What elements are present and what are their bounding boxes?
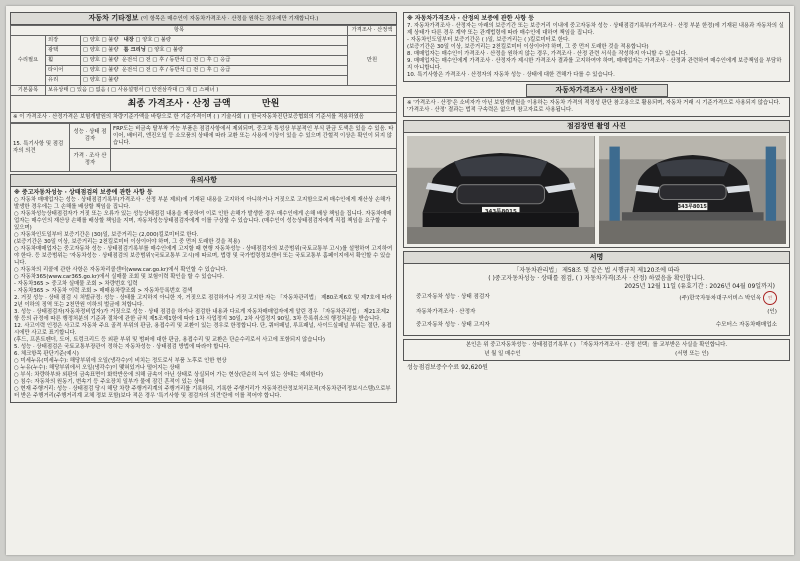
signature-intro2: ( )중고자동차성능 · 상태를 점검, ( ) 자동차가격(조사 · 산정) 하였음을 확인합니다. bbox=[488, 275, 705, 282]
basic-items-text: 보유상태 □ 있음 □ 없음 ( □ 사용설명서 □ 안전삼각대 □ 재 □ 스패너 ) bbox=[46, 86, 397, 96]
notice-line: 2. 거짓 성능 · 상태 점검 시 처벌규정: 성능 · 상태를 고지하지 아니한 자, 거짓으로 점검하거나 거짓 고지한 자는 「자동차관리법」 제80조제6호 및 제7호에 따라 2년 이하의 징역 또는 2천만원 이하의 벌금에 처합니다. bbox=[14, 295, 393, 308]
notice-line: ○ 자동차 매매업자는 성능 · 상태점검기록부(가격조사 · 산정 부분 제외)에 기재된 내용을 고지하지 아니하거나 거짓으로 고지함으로써 매수인에게 재산상 손해가 발생한 경우에는 그 손해를 배상할 책임을 집니다. bbox=[14, 197, 391, 210]
notice-line: (보증기간은 30일 이상, 보증거리는 2천킬로미터 이상이어야 하며, 그 중 먼저 도래한 것을 적용) bbox=[14, 239, 240, 245]
document-page bbox=[6, 6, 794, 555]
signature-title: 서명 bbox=[403, 251, 790, 264]
receipt-sign: (서명 또는 인) bbox=[675, 350, 709, 357]
notice-line: 5. 성능 · 상태점검은 국토교통부장관이 정하는 자동차성능 · 상태점검 방법에 따라야 합니다. bbox=[14, 344, 231, 350]
notice-line: 9. 매매업자는 매수인에게 가격조사 · 산정자가 제시한 가격조사 결과를 고지하여야 하며, 매매업자는 가격조사 · 산정과 관련하여 매수인에게 보증책임을 부담하지 아니합니다. bbox=[407, 58, 782, 71]
signature-date: 2025년 12월 11일 (유효기간 : 2026년 04월 09일까지) bbox=[624, 283, 775, 290]
notice-line: - 자동차365 > 자동차 이력 조회 > 매매용차량조회 > 자동차등록번호 검색 bbox=[14, 288, 193, 294]
inspector-label: 성능 · 상태 점검자 bbox=[70, 124, 111, 149]
final-price-note: ※ 이 가격조사 · 산정가격은 보험개발원의 차량기준가액을 바탕으로 한 기준가격이며 ( ) 기술사회 ( ) 한국자동차진단보증협회의 기준서를 적용하였음 bbox=[10, 113, 397, 123]
signature-body bbox=[403, 264, 790, 336]
signer-row bbox=[408, 291, 785, 306]
row-label: 타이어 bbox=[46, 66, 81, 76]
notice-subtitle: ※ 중고자동차성능 · 상태점검의 보증에 관한 사항 등 bbox=[14, 189, 153, 196]
right-column bbox=[403, 12, 790, 549]
front-photo bbox=[407, 136, 595, 244]
appraiser-label: 가격 · 조사 산정자 bbox=[70, 149, 111, 172]
signer-role: 자동차가격조사 · 산정자 bbox=[416, 308, 476, 315]
grid-header-price: 가격조사 · 산정액 bbox=[348, 26, 397, 36]
notice-title: 유의사항 bbox=[10, 174, 397, 187]
final-price-row bbox=[10, 96, 397, 113]
signer-row bbox=[408, 306, 785, 319]
notice-line: 12. 사고이력 인정은 사고로 자동차 주요 골격 부위의 판금, 용접수리 및 교환이 있는 경우로 한정합니다. 단, 쿼터패널, 루프패널, 사이드실패널 부위는 절단, 용접 시에만 사고로 표기합니다. bbox=[14, 323, 392, 336]
other-info-note: (이 항목은 매수인이 자동차가격조사 · 산정을 원하는 경우에만 기재합니다.) bbox=[140, 16, 319, 22]
notice-line: (후드, 프론트펜더, 도어, 트렁크리드 등 외판 부위 및 범퍼에 대한 판금, 용접수리 및 교환은 단순수리로서 사고에 포함되지 않습니다) bbox=[14, 337, 325, 343]
receipt-sign-row bbox=[407, 351, 786, 358]
notice-line: - 자동차365 > 중고차 실매물 조회 > 차량번호 입력 bbox=[14, 281, 138, 287]
photos-area bbox=[403, 133, 790, 248]
row-options bbox=[81, 46, 348, 56]
row-opts: □ 양호 □ 불량 bbox=[83, 47, 119, 53]
row-label: 광택 bbox=[46, 46, 81, 56]
row-label: 외장 bbox=[46, 36, 81, 46]
price-guarantee-box bbox=[403, 12, 790, 82]
car-lift-image bbox=[599, 136, 787, 244]
row-label2: 운전석 □ 전 □ 후 / 동반석 □ 전 □ 후 □ 응급 bbox=[121, 67, 231, 73]
row-opts: □ 양호 □ 불량 bbox=[83, 57, 119, 63]
row-opts: □ 양호 □ 불량 bbox=[83, 37, 119, 43]
other-info-title bbox=[10, 12, 397, 25]
price-guarantee-title: ※ 자동차가격조사 · 산정의 보증에 관한 사항 등 bbox=[407, 15, 535, 22]
signature-intro: 「자동차관리법」 제58조 및 같은 법 시행규칙 제120조에 따라 bbox=[513, 267, 680, 274]
notice-line: ○ 현재 주행거리: 성능 · 상태점검 당시 해당 차량 주행거리계의 주행거리를 기록하되, 기록한 주행거리가 자동차전산정보처리조직(자동차관리정보시스템)으로부터 받은 주행거리(주행거리계 교체 정보 포함)보다 적은 경우 '특기사항 및 점검자의 의견'란에 이를 적어야 합니다. bbox=[14, 386, 391, 399]
price-def-text: ※ '가격조사 · 산정'은 소비자가 아닌 보험개발원을 이용하는 자동차 가격의 적정성 판단 참고용으로 활용되며, 자동차 거래 시 기준가격으로 사용되지 않습니다. '가격조사 · 산정' 결과는 법적 구속력은 없으며 참고자료로 사용됩니다. bbox=[403, 97, 790, 117]
final-price-unit: 만원 bbox=[261, 99, 280, 109]
appraiser-opinion bbox=[111, 149, 397, 172]
row-options bbox=[81, 66, 348, 76]
row-options bbox=[81, 36, 348, 46]
notice-list bbox=[14, 197, 393, 400]
fee-text: 성능점검보증수수료 92,620원 bbox=[407, 363, 488, 371]
rear-photo bbox=[599, 136, 787, 244]
signer-name: (주)한국자동차대구서비스 박인옥 bbox=[679, 295, 762, 302]
grid-header-item: 항목 bbox=[11, 26, 348, 36]
left-column bbox=[10, 12, 397, 549]
row-label2: 내장 bbox=[123, 37, 134, 43]
official-stamp: 인 bbox=[763, 291, 777, 305]
row-options: □ 양호 □ 불량 bbox=[81, 76, 348, 86]
notice-line: (보증기간은 30일 이상, 보증거리는 2천킬로미터 이상이어야 하며, 그 중 먼저 도래한 것을 적용합니다) bbox=[407, 44, 649, 50]
row-opts2: □ 양호 □ 불량 bbox=[147, 47, 184, 53]
repair-table bbox=[10, 25, 397, 96]
notice-line: 8. 매매업자는 매수인이 가격조사 · 산정을 원하지 않는 경우, 가격조사 · 산정 관련 서식을 작성하지 아니할 수 있습니다. bbox=[407, 51, 688, 57]
notice-line: 7. 자동차가격조사 · 산정자는 아래의 보증기간 또는 보증거리 이내에 중고자동차 성능 · 상태점검기록부(가격조사 · 산정 부분 한정)에 기재된 내용과 자동차의 실제 상태가 다른 경우 계약 또는 관계법령에 따라 매수인에 대하여 책임을 집니다. bbox=[407, 23, 784, 36]
notice-line: - 자동차인도일부터 보증기간은 ( )일, 보증거리는 ( )킬로미터로 한다. bbox=[407, 37, 570, 43]
price-guarantee-list bbox=[407, 23, 786, 79]
notice-line: 6. 체크항목 판단기준(예시) bbox=[14, 351, 79, 357]
row-opts: □ 양호 □ 불량 bbox=[83, 67, 119, 73]
repair-price-unit: 만원 bbox=[348, 36, 397, 86]
notice-line: ○ 자동차성능상태점검자가 거짓 또는 오류가 있는 성능상태점검 내용을 제공하여 이로 인한 손해가 발생한 경우 매수인에게 손해 배상 책임을 집니다. 자동차매매업자는 매수인의 재산상 손해를 배상할 책임을 지며, 자동차성능상태점검자에게 이를 구상할 수 있습니다. (매수인이 성능상태점검자에게 직접 책임을 요구할 수 있으며) bbox=[14, 211, 392, 231]
signer-role: 중고자동차 성능 · 상태 고지자 bbox=[416, 321, 490, 328]
signer-role: 중고자동차 성능 · 상태 점검자 bbox=[416, 294, 490, 300]
signer-name: 수모터스 자동차매매업소 bbox=[715, 321, 777, 328]
signer-row bbox=[408, 319, 785, 332]
notice-line: ○ 자동차365(www.car365.go.kr)에서 실매물 조회 및 보험이력 확인을 할 수 있습니다. bbox=[14, 274, 224, 280]
repair-group-label: 수리필요 bbox=[11, 36, 46, 86]
notice-line: ○ 누유(누수): 해당부위에서 오일(냉각수)이 맺혀있거나 떨어지는 상태 bbox=[14, 365, 180, 371]
other-info-title-text: 자동차 기타정보 bbox=[88, 14, 139, 22]
rear-plate: 343루8015 bbox=[677, 203, 707, 210]
notice-body bbox=[10, 187, 397, 403]
row-opts2: □ 양호 □ 불량 bbox=[135, 37, 172, 43]
row-options bbox=[81, 56, 348, 66]
special-notes-label: 15. 특기사항 및 점검자의 의견 bbox=[11, 124, 70, 172]
notice-line: ○ 자동차인도일부터 보증기간은 (30)일, 보증거리는 (2,000)킬로미터로 한다. bbox=[14, 232, 199, 238]
row-label: 휠 bbox=[46, 56, 81, 66]
receipt-text: 본인은 위 중고자동차성능 · 상태점검기록부 ( ) 「자동차가격조사 · 산정 선택」를 교부받은 사실을 확인합니다. bbox=[465, 341, 728, 348]
signer-name: (인) bbox=[767, 308, 777, 315]
notice-line: ○ 자동차의 리콜에 관한 사항은 자동차리콜센터(www.car.go.kr)에서 확인할 수 있습니다. bbox=[14, 267, 228, 273]
inspector-opinion: FRP도는 비금속 탈부착 가능 부품은 점검사항에서 제외되며, 중고차 특성상 부분적인 부식 판금 도색은 있을 수 있음. 타이어, 배터리, 엔진오일 등 소모품의 상태에 따라 교환 또는 사용에 이상이 있을 수 있으며 간헐적 이상은 확인이 되지 않습니다. bbox=[111, 124, 397, 149]
final-price-label: 최종 가격조사 · 산정 금액 bbox=[127, 99, 231, 109]
car-front-image bbox=[407, 136, 595, 244]
price-def-title: 자동차가격조사 · 산정이란 bbox=[526, 84, 668, 97]
basic-items-label: 기본품목 bbox=[11, 86, 46, 96]
photos-title: 점검장면 촬영 사진 bbox=[403, 120, 790, 133]
row-label: 유리 bbox=[46, 76, 81, 86]
row-label2: 룸 크리닝 bbox=[123, 47, 146, 53]
row-label2: 운전석 □ 전 □ 후 / 동반석 □ 전 □ 후 □ 응급 bbox=[121, 57, 231, 63]
signer-name-wrap bbox=[679, 291, 777, 306]
notice-line: 3. 성능 · 상태점검자(자동차정비업자)가 거짓으로 성능 · 상태 점검을 하거나 점검한 내용과 다르게 자동차매매업자에게 알린 경우 「자동차관리법」 제21조제2항 등의 규정에 따른 행정처분의 기준과 절차에 관한 규칙 제5조제1항에 따라 1차 사업정지 30일, 2차 사업정지 90일, 3차 등록취소의 행정처분을 받습니다. bbox=[14, 309, 390, 322]
notice-line: ○ 미세누유(미세누수): 해당부위에 오일(냉각수)이 비치는 정도로서 부품 노후로 인한 현상 bbox=[14, 358, 227, 364]
notice-line: 10. 특기사항은 가격조사 · 산정자의 자동차 성능 · 상태에 대한 견해가 다를 수 있습니다. bbox=[407, 72, 615, 78]
special-notes-table bbox=[10, 123, 397, 172]
front-plate: 343루8015 bbox=[484, 209, 517, 216]
notice-line: ○ 침수: 자동차의 원동기, 변속기 등 주요장치 일부가 물에 잠긴 흔적이 있는 상태 bbox=[14, 379, 205, 385]
notice-line: ○ 자동차매매업자는 중고자동차 성능 · 상태점검기록부를 매수인에게 고지할 때 현행 자동차성능 · 상태점검자의 보증범위(국토교통부 고시)를 설명하여 고지하여야 한다. 등 보증범위는 '자동차성능 · 상태점검의 보증범위'(국토교통부 고시)에 따르며, 법령 및 국가법령정보센터 또는 국토교통부 홈페이지에서 확인할 수 있습니다. bbox=[14, 246, 393, 266]
notice-line: ○ 부식: 차량하부와 외판의 금속표면이 화학반응에 의해 금속이 아닌 상태로 상실되어 가는 현상(단순히 녹이 있는 상태는 제외한다) bbox=[14, 372, 323, 378]
receipt-date: 년 월 일 매수인 bbox=[484, 350, 521, 357]
receipt-box bbox=[403, 339, 790, 361]
